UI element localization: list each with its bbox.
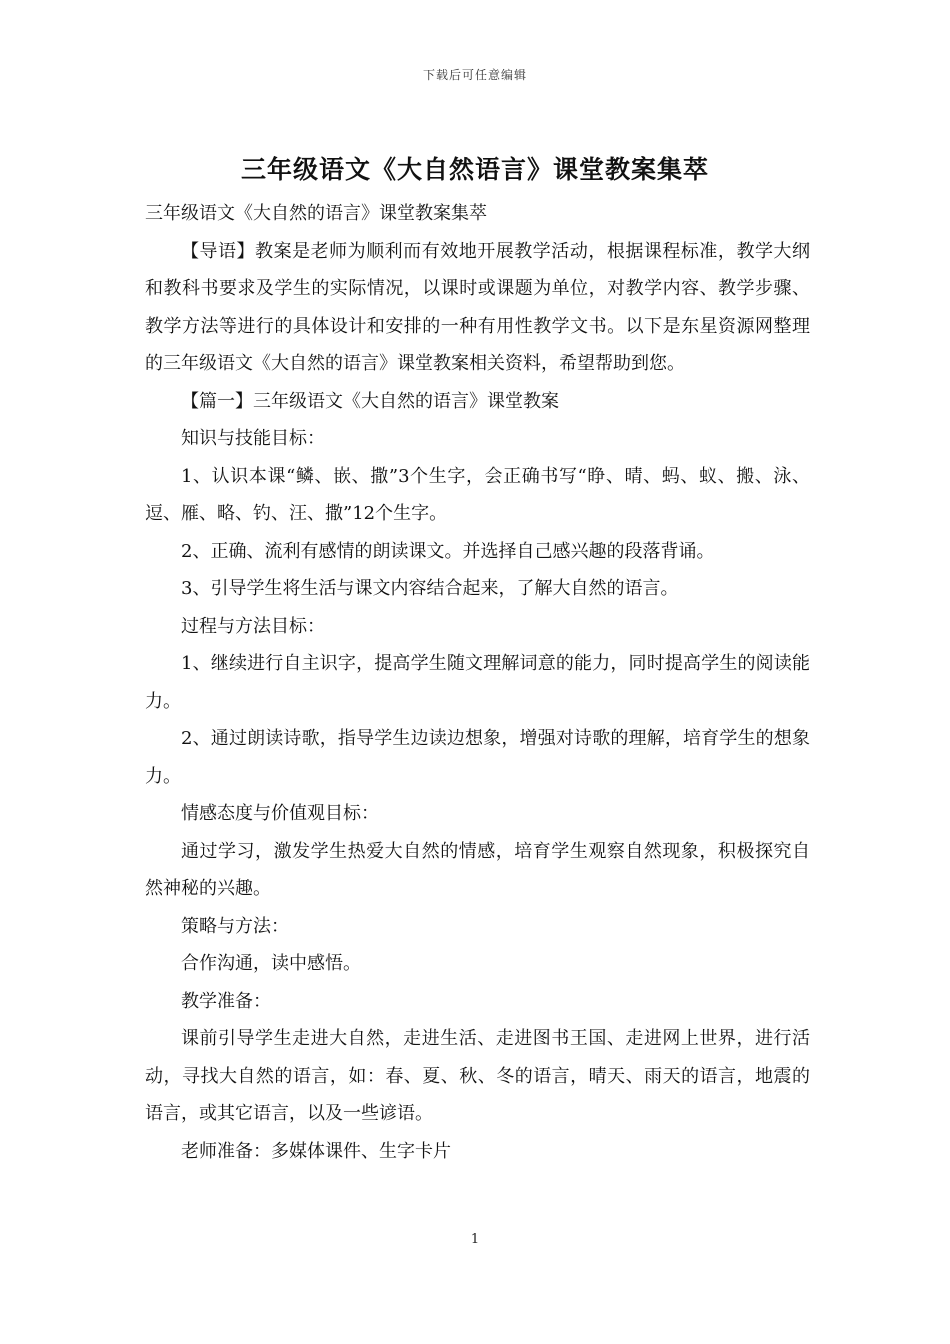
paragraph-emotion-goal: 通过学习，激发学生热爱大自然的情感，培育学生观察自然现象，积极探究自然神秘的兴趣。 bbox=[145, 840, 810, 899]
paragraph-teacher-preparation: 老师准备：多媒体课件、生字卡片 bbox=[181, 1140, 451, 1162]
page-number: 1 bbox=[470, 1232, 480, 1247]
paragraph-section-heading: 【篇一】三年级语文《大自然的语言》课堂教案 bbox=[181, 390, 559, 412]
document-body bbox=[145, 195, 810, 1170]
document-title: 三年级语文《大自然语言》课堂教案集萃 bbox=[240, 155, 709, 184]
paragraph-knowledge-goal-1: 1、认识本课“鳞、嵌、撒”3个生字，会正确书写“睁、晴、蚂、蚁、搬、泳、逗、雁、略、钓、汪、撒”12个生字。 bbox=[145, 465, 810, 524]
paragraph-knowledge-goals-heading: 知识与技能目标： bbox=[181, 428, 325, 449]
paragraph-process-goals-heading: 过程与方法目标： bbox=[181, 615, 325, 637]
paragraph-process-goal-2: 2、通过朗读诗歌，指导学生边读边想象，增强对诗歌的理解，培育学生的想象力。 bbox=[145, 728, 810, 787]
paragraph-knowledge-goal-2: 2、正确、流利有感情的朗读课文。并选择自己感兴趣的段落背诵。 bbox=[181, 540, 715, 562]
paragraph-subtitle: 三年级语文《大自然的语言》课堂教案集萃 bbox=[145, 203, 487, 224]
paragraph-strategy-heading: 策略与方法： bbox=[181, 915, 289, 937]
paragraph-emotion-goals-heading: 情感态度与价值观目标： bbox=[181, 803, 379, 824]
paragraph-knowledge-goal-3: 3、引导学生将生活与课文内容结合起来，了解大自然的语言。 bbox=[181, 578, 679, 599]
paragraph-preparation-heading: 教学准备： bbox=[181, 990, 271, 1012]
paragraph-strategy: 合作沟通，读中感悟。 bbox=[181, 953, 361, 974]
header-note: 下载后可任意编辑 bbox=[422, 68, 527, 82]
paragraph-intro: 【导语】教案是老师为顺利而有效地开展教学活动，根据课程标准，教学大纲和教科书要求及学生的实际情况，以课时或课题为单位，对教学内容、教学步骤、教学方法等进行的具体设计和安排的一种有用性教学文书。以下是东星资源网整理的三年级语文《大自然的语言》课堂教案相关资料，希望帮助到您。 bbox=[145, 240, 810, 374]
paragraph-preparation: 课前引导学生走进大自然，走进生活、走进图书王国、走进网上世界，进行活动，寻找大自然的语言，如：春、夏、秋、冬的语言，晴天、雨天的语言，地震的语言，或其它语言，以及一些谚语。 bbox=[145, 1028, 810, 1124]
paragraph-process-goal-1: 1、继续进行自主识字，提高学生随文理解词意的能力，同时提高学生的阅读能力。 bbox=[145, 653, 810, 712]
